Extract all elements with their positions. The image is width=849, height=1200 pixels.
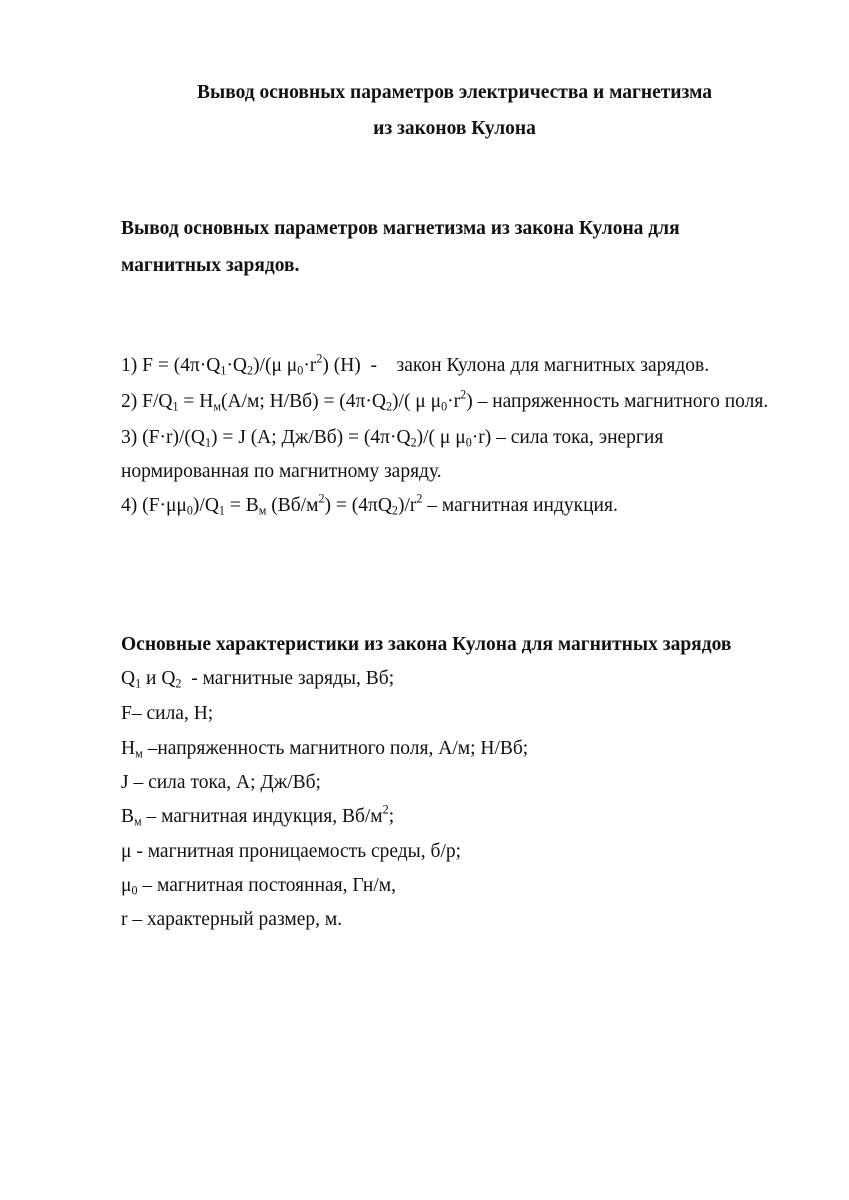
definition-j: J – сила тока, А; Дж/Вб; <box>121 772 321 793</box>
section-2-heading: Основные характеристики из закона Кулона для магнитных зарядов <box>121 634 732 655</box>
definition-mu0-text: магнитная постоянная, Гн/м, <box>157 875 396 896</box>
definition-b-text: магнитная индукция, Вб/м <box>161 806 383 827</box>
formula-3: 3) $(F\cdot r)/(Q_1) = J$ (А; $Дж/Вб) = (4\pi\cdot Q_2)/$( μ $\mu_0\cdot r$) – сила тока, энергия <box>121 427 664 450</box>
definition-r-text: характерный размер, м. <box>147 909 343 930</box>
definition-h: $H_м$ –напряженность магнитного поля, А/м; Н/Вб; <box>121 738 529 761</box>
formula-3-description: сила тока, энергия <box>510 427 664 448</box>
formula-4-description: магнитная индукция. <box>441 495 618 516</box>
formula-2: 2) $F/Q_1 = H_м(А/м$; $Н/Вб) = (4\pi\cdot Q_2)/$( μ $\mu_0\cdot r^2$) – напряженность магнитного поля. <box>121 387 769 414</box>
definition-b: $B_м$ – магнитная индукция, $Вб/м^2$; <box>121 802 395 829</box>
definition-mu0: $\mu_0$ – магнитная постоянная, Гн/м, <box>121 875 396 898</box>
formula-2-description: напряженность магнитного поля. <box>492 391 769 412</box>
section-1-heading-line-2: магнитных зарядов. <box>121 255 300 276</box>
formula-3-continuation: нормированная по магнитному заряду. <box>121 461 442 482</box>
section-1-heading-line-1: Вывод основных параметров магнетизма из закона Кулона для <box>121 218 680 239</box>
definition-q: $Q_1$ и $Q_2$ - магнитные заряды, Вб; <box>121 668 395 691</box>
document-title-line-1: Вывод основных параметров электричества и магнетизма <box>196 82 713 103</box>
definition-mu: μ - магнитная проницаемость среды, б/р; <box>121 841 462 862</box>
formula-1: 1) $F = (4\pi\cdot Q_1\cdot Q_2)/(\mu$ $\mu_0\cdot r^2$) (Н) - закон Кулона для магнитных зарядов. <box>121 351 710 378</box>
definition-mu-text: магнитная проницаемость среды, б/р; <box>147 841 462 862</box>
definition-h-text: напряженность магнитного поля, А/м; Н/Вб; <box>157 738 529 759</box>
definition-f-text: сила, Н; <box>146 703 214 724</box>
definition-f: F– сила, Н; <box>121 703 214 724</box>
definition-q-text: магнитные заряды, Вб; <box>202 668 395 689</box>
formula-1-description: закон Кулона для магнитных зарядов. <box>396 355 710 376</box>
document-title-line-2: из законов Кулона <box>373 118 536 139</box>
formula-4: 4) $(F\cdot\mu\mu_0)/Q_1 = B_м$ $(Вб/м^2) = (4\pi Q_2)/r^2$ – магнитная индукция. <box>121 491 618 518</box>
definition-r: r – характерный размер, м. <box>121 909 343 930</box>
definition-j-text: сила тока, А; Дж/Вб; <box>148 772 321 793</box>
